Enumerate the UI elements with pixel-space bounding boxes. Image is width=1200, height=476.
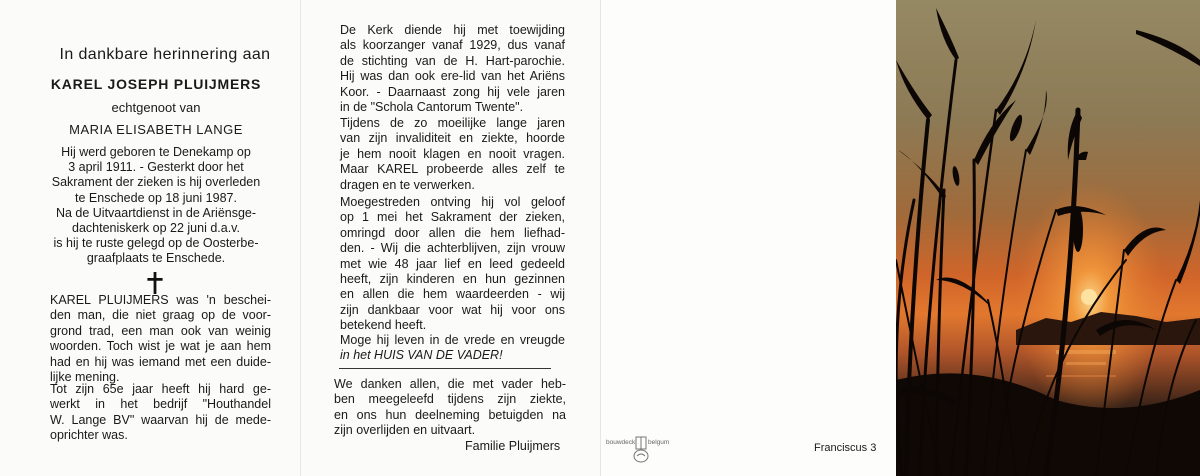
text-line: heeft, zijn kinderen en hun gezinnen [340, 272, 565, 287]
sunset-reeds-photo [896, 0, 1200, 476]
text-line: zijn dankbaar voor wat hij voor ons [340, 302, 565, 317]
text-line: Maar KAREL probeerde alles zelf te [340, 162, 565, 177]
publisher-name: bouwdeck [606, 439, 636, 446]
text-line: als koorzanger vanaf 1929, dus vanaf [340, 38, 565, 53]
deceased-name: KAREL JOSEPH PLUIJMERS [50, 76, 262, 92]
paragraph-church [340, 23, 565, 115]
text-line: betekend heeft. [340, 318, 427, 333]
text-line: We danken allen, die met vader heb- [334, 377, 566, 391]
text-line: in de "Schola Cantorum Twente". [340, 100, 524, 115]
text-line: De Kerk diende hij met toewijding [340, 23, 565, 37]
paragraph-character [50, 293, 271, 385]
signature: Familie Pluijmers [465, 439, 561, 453]
bio-line: Hij werd geboren te Denekamp op [61, 145, 251, 159]
bio-line: is hij te ruste gelegd op de Oosterbe- [53, 236, 259, 251]
publisher-emblem-icon [633, 436, 649, 464]
back-panel [600, 0, 896, 476]
bio-line: graafplaats te Enschede. [86, 251, 226, 266]
text-line: Tijdens de zo moeilijke lange jaren [340, 116, 565, 130]
text-line: Moge hij leven in de vrede en vreugde [340, 333, 565, 347]
text-line: zijn overlijden en uitvaart. [334, 423, 476, 438]
bio-line: Na de Uitvaartdienst in de Ariënsge- [55, 205, 257, 220]
spouse-label: echtgenoot van [111, 100, 201, 115]
text-line: grond trad, een man ook van weinig [50, 323, 271, 338]
text-line: KAREL PLUIJMERS was 'n bescheі- [50, 293, 271, 307]
bio-line: dachteniskerk op 22 juni d.a.v. [72, 221, 240, 236]
series-label: Franciscus 3 [814, 442, 877, 454]
text-line: dragen en te verwerken. [340, 177, 475, 192]
text-line: met wie 48 jaar lief en leed gedeeld [340, 256, 565, 271]
fold-line [600, 0, 601, 476]
memorial-heading: In dankbare herinnering aan [59, 46, 271, 63]
text-line: de stichting van de H. Hart-parochie. [340, 53, 565, 68]
text-line: lijke mening. [50, 370, 120, 385]
paragraph-prayer [340, 333, 565, 364]
text-line: W. Lange BV" waarvan hij de mede- [50, 412, 271, 427]
text-line: van zijn invaliditeit en ziekte, hoorde [340, 131, 565, 146]
paragraph-career [50, 382, 271, 444]
text-line: den man, die niet graag op de voor- [50, 308, 271, 323]
publisher-name: belgum [648, 439, 670, 446]
paragraph-farewell [340, 195, 565, 334]
text-line: en ons hun deelneming betuigden na [334, 407, 566, 422]
text-line: je hem nooit klagen en nooit vragen. [340, 146, 565, 161]
text-line: Tot zijn 65e jaar heeft hij hard ge- [50, 382, 271, 396]
text-line: den. - Wij die achterblijven, zijn vrouw [340, 241, 565, 256]
bio-line: 3 april 1911. - Gesterkt door het [68, 160, 244, 175]
text-line: en allen die hem waardeerden - wij [340, 287, 565, 302]
spouse-name: MARIA ELISABETH LANGE [69, 122, 243, 137]
bio-line: te Enschede op 18 juni 1987. [75, 190, 237, 205]
text-line: in het HUIS VAN DE VADER! [340, 348, 503, 363]
text-line: omringd door allen die hem liefhad- [340, 225, 565, 240]
cross-icon [145, 272, 165, 294]
paragraph-illness [340, 116, 565, 193]
publisher-logo [606, 436, 676, 466]
text-line: had en hij was iemand met een duide- [50, 354, 271, 369]
text-line: Koor. - Daarnaast zong hij vele jaren [340, 84, 565, 99]
text-line: werkt in het bedrijf "Houthandel [50, 397, 271, 412]
text-line: Moegestreden ontving hij vol geloof [340, 195, 565, 209]
bio-text [0, 145, 312, 267]
text-line: oprichter was. [50, 428, 128, 443]
bio-line: Sakrament der zieken is hij overleden [51, 175, 261, 190]
photo-panel [896, 0, 1200, 476]
text-line: ben meegeleefd tijdens zijn ziekte, [334, 392, 566, 407]
text-line: op 1 mei het Sakrament der zieken, [340, 210, 565, 225]
text-line: woorden. Toch wist je wat je aan hem [50, 339, 271, 354]
thanks-text [334, 377, 566, 439]
text-line: Hij was dan ook ere-lid van het Ariëns [340, 69, 565, 84]
divider [339, 368, 551, 369]
